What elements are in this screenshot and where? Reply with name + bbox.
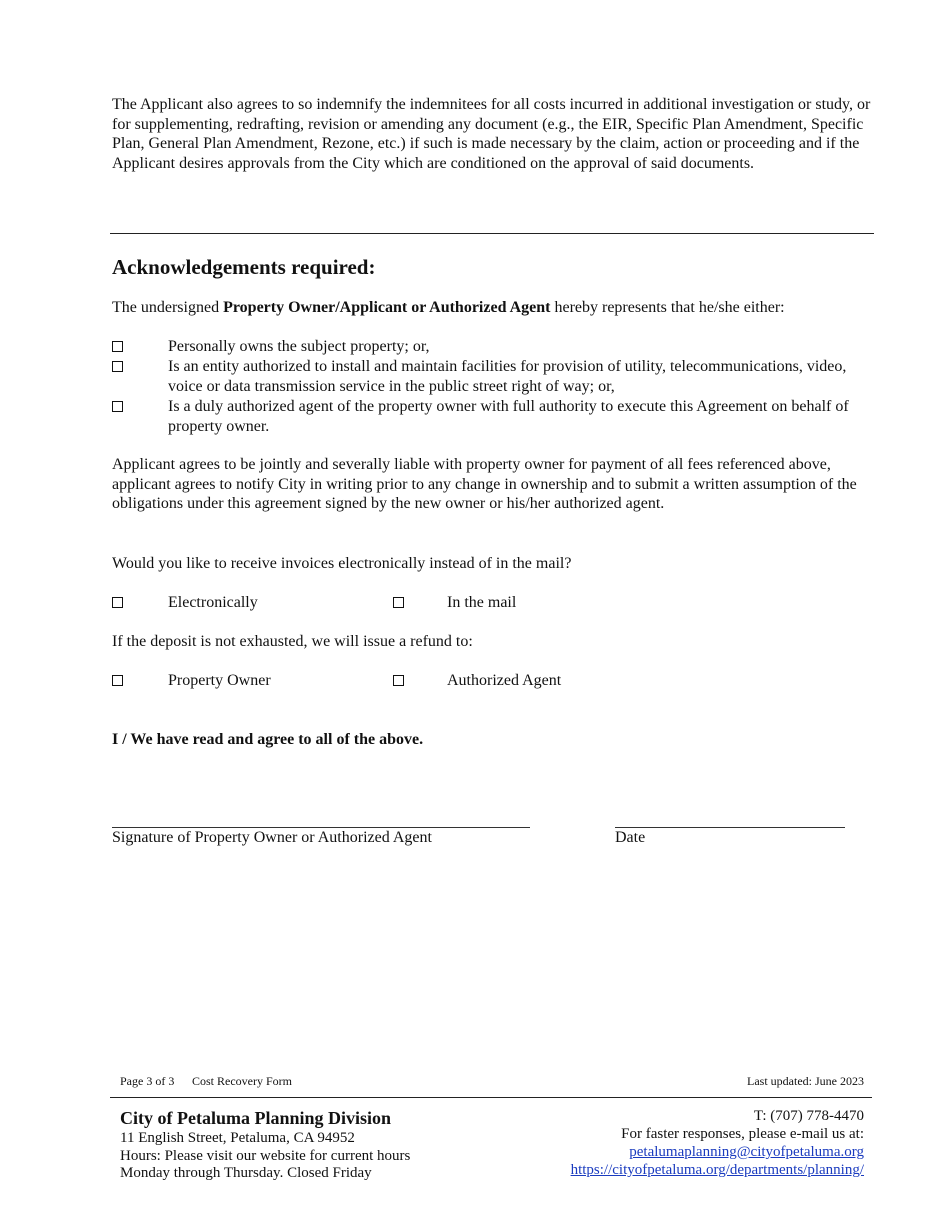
form-name: Cost Recovery Form [192, 1074, 292, 1088]
email-link[interactable]: petalumaplanning@cityofpetaluma.org [629, 1144, 864, 1160]
date-label: Date [615, 829, 646, 846]
acknowledgements-intro [112, 298, 872, 318]
date-line[interactable] [615, 827, 845, 828]
signature-label: Signature of Property Owner or Authorized Agent [112, 829, 432, 846]
option-owns-property: Personally owns the subject property; or, [168, 338, 430, 355]
refund-owner-label: Property Owner [168, 672, 271, 689]
refund-owner-checkbox[interactable] [112, 675, 123, 686]
hours-line-2: Monday through Thursday. Closed Friday [120, 1165, 372, 1181]
mail-invoice-checkbox[interactable] [393, 597, 404, 608]
intro-bold-role: Property Owner/Applicant or Authorized Agent [223, 299, 551, 316]
invoice-question: Would you like to receive invoices electronically instead of in the mail? [112, 555, 572, 572]
street-address: 11 English Street, Petaluma, CA 94952 [120, 1130, 355, 1146]
website-line [480, 1162, 864, 1180]
refund-question: If the deposit is not exhausted, we will issue a refund to: [112, 633, 473, 650]
section-divider [110, 233, 874, 234]
intro-text-after: hereby represents that he/she either: [550, 299, 785, 316]
last-updated: Last updated: June 2023 [747, 1074, 864, 1088]
hours-line-1: Hours: Please visit our website for current hours [120, 1148, 411, 1164]
owner-checkbox[interactable] [112, 341, 123, 352]
option-authorized-entity: Is an entity authorized to install and maintain facilities for provision of utility, telecommunications, video, voice or data transmission service in the public street right of way; or, [168, 358, 847, 395]
intro-text-before: The undersigned [112, 299, 224, 316]
organization-name: City of Petaluma Planning Division [120, 1108, 392, 1128]
electronic-invoice-checkbox[interactable] [112, 597, 123, 608]
acknowledgements-heading: Acknowledgements required: [112, 255, 376, 279]
phone-number: T: (707) 778-4470 [753, 1108, 864, 1124]
page-number: Page 3 of 3 [120, 1074, 175, 1088]
mail-invoice-label: In the mail [447, 594, 517, 611]
email-line [500, 1144, 864, 1162]
email-prompt: For faster responses, please e-mail us at: [621, 1126, 864, 1142]
refund-agent-checkbox[interactable] [393, 675, 404, 686]
liability-paragraph: Applicant agrees to be jointly and severally liable with property owner for payment of all fees referenced above, applicant agrees to notify City in writing prior to any change in ownership and to submit a written assumption of the obligations under this agreement signed by the new owner or his/her authorized agent. [112, 456, 857, 513]
agreement-statement: I / We have read and agree to all of the above. [112, 731, 424, 748]
option-authorized-agent: Is a duly authorized agent of the property owner with full authority to execute this Agreement on behalf of property owner. [168, 398, 849, 435]
indemnify-paragraph: The Applicant also agrees to so indemnify the indemnitees for all costs incurred in additional investigation or study, or for supplementing, redrafting, revision or amending any document (e.g., the EIR, Specific Plan Amendment, Specific Plan, General Plan Amendment, Rezone, etc.) if such is made necessary by the claim, action or proceeding and if the Applicant desires approvals from the City which are conditioned on the approval of said documents. [112, 96, 871, 172]
agent-checkbox[interactable] [112, 401, 123, 412]
electronic-invoice-label: Electronically [168, 594, 258, 611]
refund-agent-label: Authorized Agent [447, 672, 562, 689]
website-link[interactable]: https://cityofpetaluma.org/departments/planning/ [570, 1162, 864, 1178]
entity-checkbox[interactable] [112, 361, 123, 372]
footer-divider [110, 1097, 872, 1098]
